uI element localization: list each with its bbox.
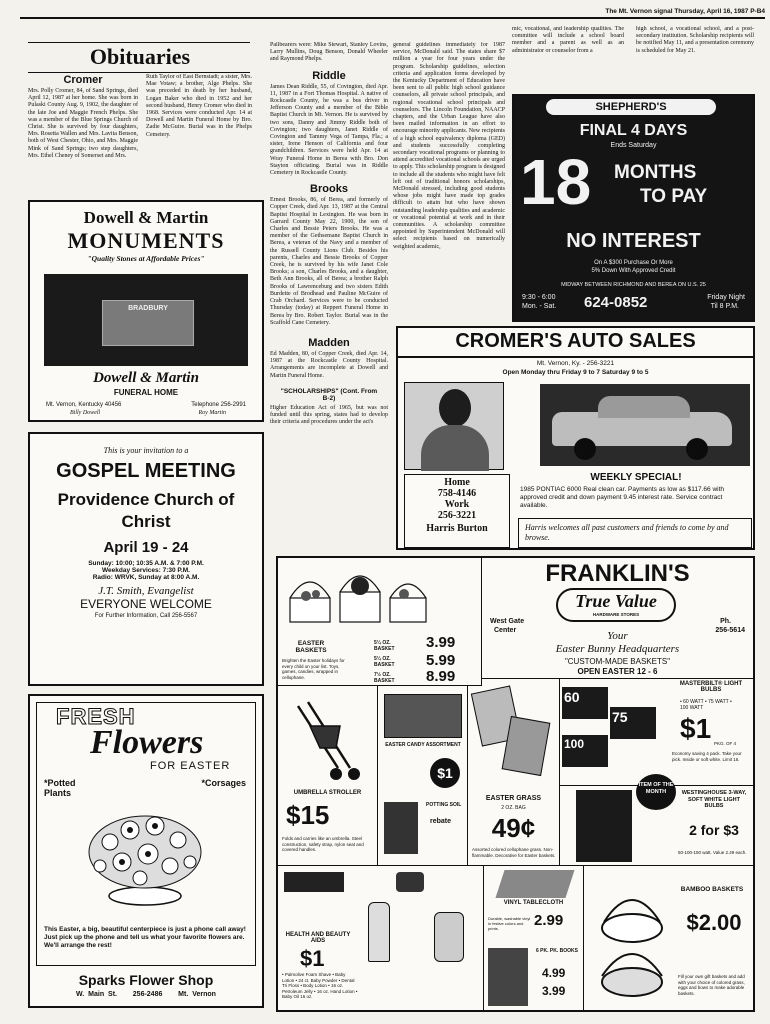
monuments-title: MONUMENTS bbox=[67, 228, 225, 253]
franklins-open: OPEN EASTER 12 - 6 bbox=[577, 667, 658, 676]
westinghouse-box bbox=[576, 790, 632, 862]
cromers-person-photo bbox=[404, 382, 504, 470]
shepherds-hours-1: 9:30 - 6:00 bbox=[522, 294, 556, 301]
easter-baskets-illustration bbox=[284, 562, 434, 626]
shepherds-ends: Ends Saturday bbox=[610, 142, 657, 149]
scholarships-column-5 bbox=[512, 26, 624, 92]
gospel-times-2: Weekday Services: 7:30 P.M. bbox=[102, 567, 190, 574]
masthead-rule bbox=[20, 17, 765, 19]
cromers-work-phone: 256-3221 bbox=[437, 510, 477, 521]
gospel-church: Providence Church of Christ bbox=[57, 490, 235, 531]
health-price: $1 bbox=[300, 946, 325, 971]
car-wheel-front bbox=[574, 438, 596, 460]
westinghouse-price: 2 for $3 bbox=[689, 822, 739, 838]
flowers-address-1: W. Main St. bbox=[76, 991, 117, 998]
bulb-pack-75: 75 bbox=[610, 707, 656, 739]
potting-bag bbox=[384, 802, 418, 854]
dowell-title: Dowell & Martin bbox=[83, 208, 209, 227]
gospel-times-3: Radio: WRVK, Sunday at 8:00 A.M. bbox=[92, 574, 200, 581]
gospel-evangelist: J.T. Smith, Evangelist bbox=[98, 585, 194, 597]
flower-bowl bbox=[109, 887, 181, 905]
monument-stone bbox=[102, 300, 194, 346]
tablecloth-panel bbox=[484, 866, 584, 1010]
gospel-invite: This is your invitation to a bbox=[103, 446, 189, 455]
scholarships-text: Higher Education Act of 1965, but was not funded until this spring, states had to develop their criteria and procedures under the act's bbox=[270, 404, 388, 426]
car-roof bbox=[598, 396, 690, 418]
grass-size: 2 OZ. BAG bbox=[501, 805, 526, 811]
franklins-phone: 256-5614 bbox=[715, 627, 745, 634]
potting-panel bbox=[378, 796, 468, 866]
stroller-illustration bbox=[288, 696, 368, 786]
bamboo-price: $2.00 bbox=[686, 910, 742, 935]
riddle-text: James Dean Riddle, 55, of Covington, died Apr. 11, 1987 in a Fort Thomas Hospital. A native of Rockcastle County, he was a bus driver in Jefferson County and a member of the Bible Baptist Church in Mt. Vernon. He is survived by two sons, Danny and Jimmy Riddle both of Covington; two daughters, Janet Riddle of Covington and Tammy Vega of Tampa, Fla.; a sister, Irene Henson of California and four grandchildren. Services were held Apr. 14 at Wray Funeral Home in Berea with Bro. Don Stayton officiating. Burial was in Riddle Cemetery in Rockcastle County. bbox=[270, 83, 388, 177]
westinghouse-desc: 50-100-150 watt. Value 2.49 each. bbox=[678, 850, 747, 855]
shepherds-final: FINAL 4 DAYS bbox=[579, 122, 688, 139]
basket-price-1: 3.99 bbox=[426, 634, 456, 651]
scholarships-heading: "SCHOLARSHIPS" (Cont. From B-2) bbox=[280, 387, 378, 402]
cromers-home-phone: 758-4146 bbox=[437, 488, 477, 499]
basket-size-3: 7½ OZ. BASKET bbox=[374, 672, 395, 684]
franklins-location-1: West Gate bbox=[490, 618, 525, 625]
cromers-title-rule bbox=[398, 356, 753, 358]
product-box-1 bbox=[284, 872, 344, 892]
cromers-location: Mt. Vernon, Ky. - 256-3221 bbox=[536, 360, 615, 367]
tablecloth-desc: Durable, washable vinyl in festive colors and prints. bbox=[488, 916, 531, 931]
candy-price-badge: $1 bbox=[430, 758, 460, 788]
easter-baskets-title: EASTER BASKETS bbox=[295, 640, 327, 654]
tablecloth-image bbox=[495, 870, 574, 898]
cromer-text: Mrs. Polly Cromer, 84, of Sand Springs, died April 12, 1987 at her home. She was born in Pulaski County Aug. 9, 1902, the daughter of the late Joe and Maggie French Phelps. She was a member of the Blue Springs Church of Christ. She is survived by four daughters, Mrs. Rosetta Wallen and Mrs. Lavita Benson, both of West Chester, Ohio, and Mrs. Maggie Mink of Sand Springs; two step daughters, Mrs. Ethel Cheney of Somerset and Mrs. bbox=[28, 88, 138, 159]
bamboo-baskets-illustration bbox=[592, 872, 672, 1002]
flowers-potted: *Potted Plants bbox=[44, 778, 76, 798]
grass-desc: Assorted colored cellophane grass. Non-flammable. Decorative for Easter baskets. bbox=[472, 847, 556, 858]
franklins-title: FRANKLIN'S bbox=[545, 560, 690, 587]
gospel-times-1: Sunday: 10:00; 10:35 A.M. & 7:00 P.M. bbox=[88, 560, 204, 567]
grass-bag-2 bbox=[502, 716, 551, 776]
flowers-address-row bbox=[30, 991, 262, 998]
basket-size-1: 5¼ OZ. BASKET bbox=[374, 640, 395, 652]
basket-price-2: 5.99 bbox=[426, 652, 456, 669]
easter-baskets-desc: Brighten the Easter holidays for every child on your list. Toys, games, candies, wrapped in cellophane. bbox=[282, 658, 345, 680]
flowers-corsages: *Corsages bbox=[201, 778, 246, 788]
basket-size-2: 5¼ OZ. BASKET bbox=[374, 656, 395, 668]
car-wheel-rear bbox=[686, 438, 708, 460]
shepherds-fine-2: 5% Down With Approved Credit bbox=[591, 268, 676, 274]
stroller-panel bbox=[278, 686, 378, 866]
flowers-address-3: Mt. Vernon bbox=[178, 991, 216, 998]
stroller-title: UMBRELLA STROLLER bbox=[293, 790, 362, 796]
bulbs-title: MASTERBILT® LIGHT BULBS bbox=[679, 681, 743, 693]
bulbs-pkg: PKG. OF 4 bbox=[714, 741, 737, 746]
masthead: The Mt. Vernon signal Thursday, April 16, 1987 P-B4 bbox=[605, 8, 765, 15]
gospel-welcome: EVERYONE WELCOME bbox=[80, 597, 212, 611]
shepherds-location: MIDWAY BETWEEN RICHMOND AND BEREA ON U.S. 25 bbox=[561, 282, 706, 288]
books-image bbox=[488, 948, 528, 1006]
gospel-dates: April 19 - 24 bbox=[103, 539, 189, 556]
true-value-logo bbox=[556, 588, 676, 622]
monument-photo bbox=[44, 274, 248, 366]
shepherds-number: 18 bbox=[520, 146, 592, 218]
franklins-location-2: Center bbox=[494, 627, 517, 634]
cromers-home-label: Home bbox=[444, 477, 470, 488]
product-bottle-1 bbox=[368, 902, 390, 962]
shepherds-ad bbox=[512, 94, 755, 322]
scholarships-text-cont: general guidelines immediately for 1987 service, McDonald said. The states share $7 million a year for four years under the program. Scholarship guidelines, selection criteria and application forms developed by the Kentucky Department of Education have been sent to all public high school guidance counselors, all private school principals, and regional vocational school principals and counselors. The Lincoln Foundation, NAACP chapters, and the Urban League have also been mailed information in an effort to encourage minority applicants. New recipients of a high school equivalency diploma (GED) and students successfully completing secondary vocational programs or planning to attend accredited vocational schools are urged to apply. This scholarship program is designed to include all the students who might have felt left out of traditional honors scholarships, McDonald stressed, including good students whose jobs might have made top grades difficult to attain but who have shown outstanding leadership qualities and academic or vocational potential at work and in their communities. A scholarship committee appointed by Superintendent McDonald will select recipients based on numerically weighted academic, bbox=[393, 42, 505, 250]
bulb-pack-100: 100 bbox=[562, 735, 608, 767]
brooks-text: Ernest Brooks, 86, of Berea, and formerly of Copper Creek, died Apr. 13, 1987 at the Central Baptist Hospital in Lexington. He was born in Garrard County May 22, 1900, the son of Charles and Bessie Peters Brooks. He was a member of the Gethsemane Baptist Church in Berea, a veteran of the Navy and a member of the Russell County Lions Club. Besides his parents, Charles and Bessie Brooks of Copper Creek, he is survived by his wife Janet Cole Brooks; a son, Charles Brooks, and a daughter, Beth Ann Brooks, all of Berea; a brother Ralph Brooks of Lawrenceburg and two sisters Edith Burdette of Brodhead and Pauline McGuire of Crab Orchard. Services were to be conducted Thursday (today) at Reppert Funeral Home in Berea by Bro. Robert Taylor. Burial was in the Scaffold Cane Cemetery. bbox=[270, 197, 388, 326]
cromer-heading: Cromer bbox=[63, 74, 103, 86]
cromers-work-label: Work bbox=[444, 499, 470, 510]
flowers-ad bbox=[28, 694, 264, 1008]
obit-column-4 bbox=[393, 42, 505, 327]
obituaries-rule-top bbox=[28, 42, 250, 43]
flowers-fresh: FRESH bbox=[56, 704, 136, 729]
bamboo-panel bbox=[584, 866, 753, 1010]
shepherds-hours-4: Til 8 P.M. bbox=[710, 303, 739, 310]
shepherds-hours-2: Mon. - Sat. bbox=[522, 303, 557, 310]
bulbs-desc: Economy saving 4 pack. Take your pick. Inside or soft white. Limit 16. bbox=[672, 751, 742, 762]
cromers-special-text: 1985 PONTIAC 6000 Real clean car. Payments as low as $117.66 with approved credit and down payment 9.45 interest rate. Service contract available. bbox=[520, 486, 725, 509]
person-head bbox=[439, 389, 471, 427]
scholarships-column-6 bbox=[636, 26, 754, 92]
bamboo-desc: Fill your own gift baskets and add with your choice of colored grass, eggs and bows to make adorable baskets. bbox=[678, 974, 745, 996]
cromers-hours: Open Monday thru Friday 9 to 7 Saturday 9 to 5 bbox=[502, 369, 649, 376]
shepherds-fine-1: On A $300 Purchase Or More bbox=[594, 260, 673, 266]
dowell-funeral-home: FUNERAL HOME bbox=[113, 388, 179, 397]
product-bottle-2 bbox=[396, 872, 424, 892]
obituaries-title: Obituaries bbox=[89, 44, 191, 69]
scholarships-text-4: high school, a vocational school, and a post-secondary institution. Scholarship recipients will be notified May 11, and a presentation ceremony is scheduled for May 21. bbox=[636, 26, 754, 54]
dowell-owner-2: Roy Martin bbox=[198, 410, 226, 416]
obit-column-3 bbox=[270, 42, 388, 552]
shepherds-phone: 624-0852 bbox=[584, 294, 648, 311]
scholarships-text-3: mic, vocational, and leadership qualities. The committee will include a school board member and a parent as well as an administrator or counselor from a bbox=[512, 26, 624, 54]
stroller-desc: Folds and carries like an umbrella. Steel construction, safety strap, nylon seat and covered handles. bbox=[282, 836, 364, 852]
brooks-heading: Brooks bbox=[310, 183, 348, 196]
pallbearers-text: Pallbearers were: Mike Stewart, Stanley Lovins, Larry Mullins, Doug Benson, Donald Wheeler and Raymond Phelps. bbox=[270, 42, 388, 63]
grass-panel bbox=[468, 679, 560, 866]
gospel-title: GOSPEL MEETING bbox=[56, 460, 236, 482]
obituaries-rule-bottom bbox=[28, 72, 250, 73]
dowell-script-name: Dowell & Martin bbox=[93, 370, 199, 386]
shepherds-hours-3: Friday Night bbox=[707, 294, 745, 301]
madden-text: Ed Madden, 80, of Copper Creek, died Apr. 14, 1987 at the Rockcastle County Hospital. Arrangements are incomplete at Dowell and Martin Funeral Home. bbox=[270, 350, 388, 379]
books-price-2: 3.99 bbox=[542, 984, 566, 998]
cromers-welcome: Harris welcomes all past customers and friends to come by and browse. bbox=[525, 523, 729, 542]
flowers-script: Flowers bbox=[90, 724, 204, 761]
cromers-welcome-box bbox=[518, 518, 752, 548]
franklins-headquarters: Easter Bunny Headquarters bbox=[555, 643, 680, 655]
cromers-contact-box bbox=[404, 474, 510, 548]
obit-column-1 bbox=[28, 74, 138, 204]
bulbs-panel bbox=[560, 679, 753, 785]
franklins-phone-label: Ph. bbox=[720, 618, 731, 625]
person-body bbox=[421, 425, 489, 471]
franklins-ad bbox=[276, 556, 755, 1012]
grass-price: 49¢ bbox=[491, 813, 536, 843]
flowers-for-easter: FOR EASTER bbox=[150, 760, 231, 772]
bulbs-price: $1 bbox=[680, 713, 712, 744]
westinghouse-panel bbox=[560, 782, 753, 866]
health-panel bbox=[278, 866, 484, 1010]
flower-arrangement-illustration bbox=[70, 792, 220, 912]
tablecloth-price: 2.99 bbox=[534, 912, 564, 929]
basket-price-3: 8.99 bbox=[426, 668, 456, 685]
shepherds-logo: SHEPHERD'S bbox=[546, 99, 716, 115]
tablecloth-title: VINYL TABLECLOTH bbox=[503, 900, 564, 906]
flowers-address-2: 256-2486 bbox=[132, 991, 163, 998]
true-value-hardware: HARDWARE STORES bbox=[592, 612, 640, 617]
product-bottle-3 bbox=[434, 912, 464, 962]
candy-image bbox=[384, 694, 462, 738]
item-of-month-badge: ITEM OF THE MONTH bbox=[636, 774, 676, 810]
dowell-martin-ad bbox=[28, 200, 264, 422]
franklins-header-panel bbox=[482, 558, 753, 678]
gospel-info: For Further Information, Call 256-5567 bbox=[94, 613, 198, 619]
true-value-text: True Value bbox=[575, 591, 657, 611]
bulb-packages bbox=[560, 683, 666, 779]
health-title: HEALTH AND BEAUTY AIDS bbox=[285, 932, 351, 944]
cromers-title: CROMER'S AUTO SALES bbox=[455, 330, 696, 352]
health-products bbox=[284, 872, 478, 932]
bamboo-title: BAMBOO BASKETS bbox=[680, 886, 744, 893]
grass-title: EASTER GRASS bbox=[485, 795, 542, 802]
monument-stone-name: BRADBURY bbox=[128, 305, 168, 312]
franklins-custom: "CUSTOM-MADE BASKETS" bbox=[564, 657, 671, 666]
books-title: 6 PK. PK. BOOKS bbox=[536, 948, 578, 954]
riddle-heading: Riddle bbox=[312, 69, 346, 82]
health-list: • Palmolive Foam Shave • Baby Lotion • 24 ct. Baby Powder • Dental Tri Floss • Body Lotion • 16 oz. Petroleum Jelly • 16 oz. Hand Lotion • Baby Oil 16 oz. bbox=[282, 972, 358, 999]
gospel-meeting-ad bbox=[28, 432, 264, 686]
cromers-auto-ad bbox=[396, 326, 755, 550]
stroller-price: $15 bbox=[286, 800, 330, 830]
obit-column-2 bbox=[146, 74, 252, 204]
shepherds-to-pay: TO PAY bbox=[640, 186, 708, 207]
cromers-person-name: Harris Burton bbox=[426, 523, 488, 534]
shepherds-interest: NO INTEREST bbox=[566, 230, 701, 252]
potting-rebate: rebate bbox=[430, 818, 452, 825]
potting-title: POTTING SOIL bbox=[426, 802, 462, 808]
grass-bags bbox=[476, 689, 552, 789]
dowell-phone: Telephone 256-2991 bbox=[191, 402, 246, 408]
candy-title: EASTER CANDY ASSORTMENT bbox=[385, 742, 461, 748]
candy-panel bbox=[378, 686, 468, 796]
cromers-car-photo bbox=[540, 384, 750, 466]
cromers-special: WEEKLY SPECIAL! bbox=[590, 472, 682, 483]
franklins-baskets-panel bbox=[278, 558, 482, 686]
dowell-address: Mt. Vernon, Kentucky 40456 bbox=[46, 402, 122, 408]
books-price-1: 4.99 bbox=[542, 966, 566, 980]
flowers-shop: Sparks Flower Shop bbox=[78, 972, 214, 988]
shepherds-months: MONTHS bbox=[614, 162, 697, 183]
madden-heading: Madden bbox=[308, 336, 350, 349]
bulb-pack-60: 60 bbox=[562, 687, 608, 719]
westinghouse-title: WESTINGHOUSE 3-WAY, SOFT WHITE LIGHT BULBS bbox=[681, 790, 747, 809]
flowers-body: This Easter, a big, beautiful centerpiece is just a phone call away! Just pick up the phone and tell us what your favorite flowers are. We'll arrange the rest! bbox=[44, 926, 246, 949]
franklins-your: Your bbox=[607, 630, 628, 642]
bulbs-list: • 60 WATT • 75 WATT • 100 WATT bbox=[680, 699, 732, 711]
cromer-text-cont: Ruth Taylor of East Bernstadt; a sister, Mrs. Mae Votaw; a brother, Alge Phelps. She was preceded in death by her husband, Logan Baker who died in 1952 and her second husband, Henry Cromer who died in 1968. Services were conducted Apr. 14 at Dowell and Martin Funeral Home by Bro. Zadie McGuire. Burial was in the Phelps Cemetery. bbox=[146, 74, 252, 138]
dowell-owner-1: Billy Dowell bbox=[70, 410, 101, 416]
dowell-tagline: "Quality Stones at Affordable Prices" bbox=[87, 254, 205, 263]
